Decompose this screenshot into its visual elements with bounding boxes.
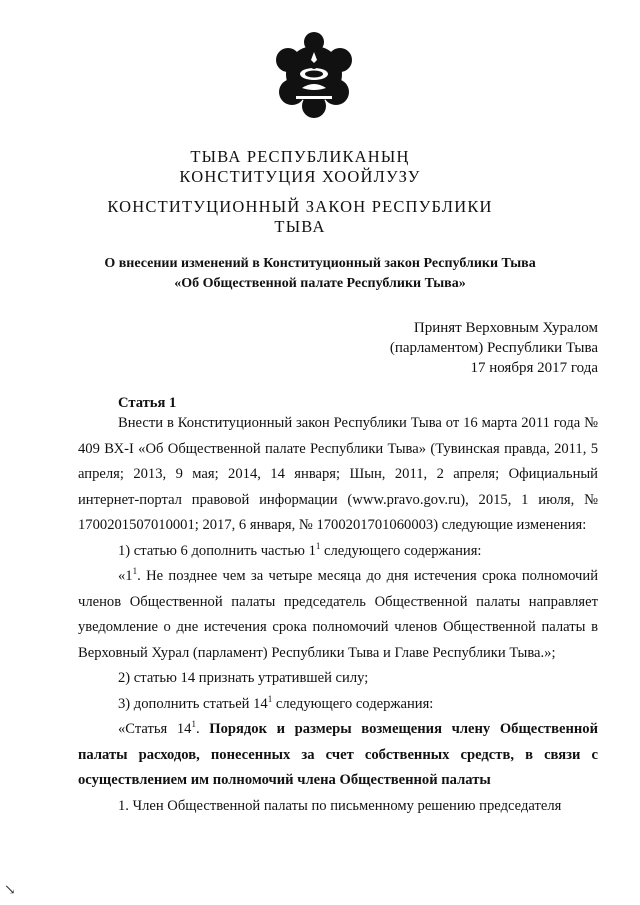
adoption-line-1: Принят Верховным Хуралом — [413, 320, 598, 336]
margin-mark: ↘ — [4, 883, 16, 898]
adoption-date: 17 ноября 2017 года — [470, 360, 598, 376]
coat-of-arms-emblem — [274, 30, 354, 120]
amendment-item-1: 1) статью 6 дополнить частью $1^1$ следующего содержания: — [118, 540, 482, 559]
tuvan-header: ТЫВА РЕСПУБЛИКАНЫҢ КОНСТИТУЦИЯ ХООЙЛУЗУ — [179, 147, 421, 186]
article-body — [78, 411, 598, 819]
law-title-line-2: «Об Общественной палате Республики Тыва» — [174, 276, 466, 291]
law-title-line-1: О внесении изменений в Конституционный закон Республики Тыва — [104, 256, 536, 271]
article-intro: Внести в Конституционный закон Республики Тыва от 16 марта 2011 года № 409 ВХ-I «Об Общественной палате Республики Тыва» (Тувинская правда, 2011, 5 апреля; 2013, 9 мая; 2014, 14 января; Шын, 2011, 2 апреля; Официальный интернет-портал правовой информации (www.pravo.gov.ru), 2015, 1 июля, № 1700201507010001; 2017, 6 января, № 1700201701060003) следующие изменения: — [78, 415, 598, 533]
law-title — [60, 254, 580, 294]
russian-header: КОНСТИТУЦИОННЫЙ ЗАКОН РЕСПУБЛИКИ ТЫВА — [107, 197, 493, 236]
amendment-item-2: 2) статью 14 признать утратившей силу; — [118, 670, 369, 686]
point-1: 1. Член Общественной палаты по письменному решению председателя — [118, 797, 562, 814]
adoption-line-2: (парламентом) Республики Тыва — [389, 340, 598, 356]
article-heading: Статья 1 — [118, 395, 177, 411]
new-article-14-1: «Статья $14^1$. Порядок и размеры возмещения члену Общественной палаты расходов, понесенных за счет собственных средств, в связи с осуществлением им полномочий члена Общественной палаты — [78, 719, 598, 788]
quoted-part-1-1: «$1^1$. Не позднее чем за четыре месяца до дня истечения срока полномочий членов Общественной палаты председатель Общественной палаты направляет уведомление о дне истечения срока полномочий членов Общественной палаты в Верховный Хурал (парламент) Республики Тыва и Главе Республики Тыва.»; — [78, 566, 598, 661]
new-article-title: Порядок и размеры возмещения члену Общественной палаты расходов, понесенных за счет собственных средств, в связи с осуществлением им полномочий члена Общественной палаты — [78, 721, 598, 788]
adoption-note — [390, 318, 598, 378]
amendment-item-3: 3) дополнить статьей $14^1$ следующего содержания: — [118, 693, 434, 712]
